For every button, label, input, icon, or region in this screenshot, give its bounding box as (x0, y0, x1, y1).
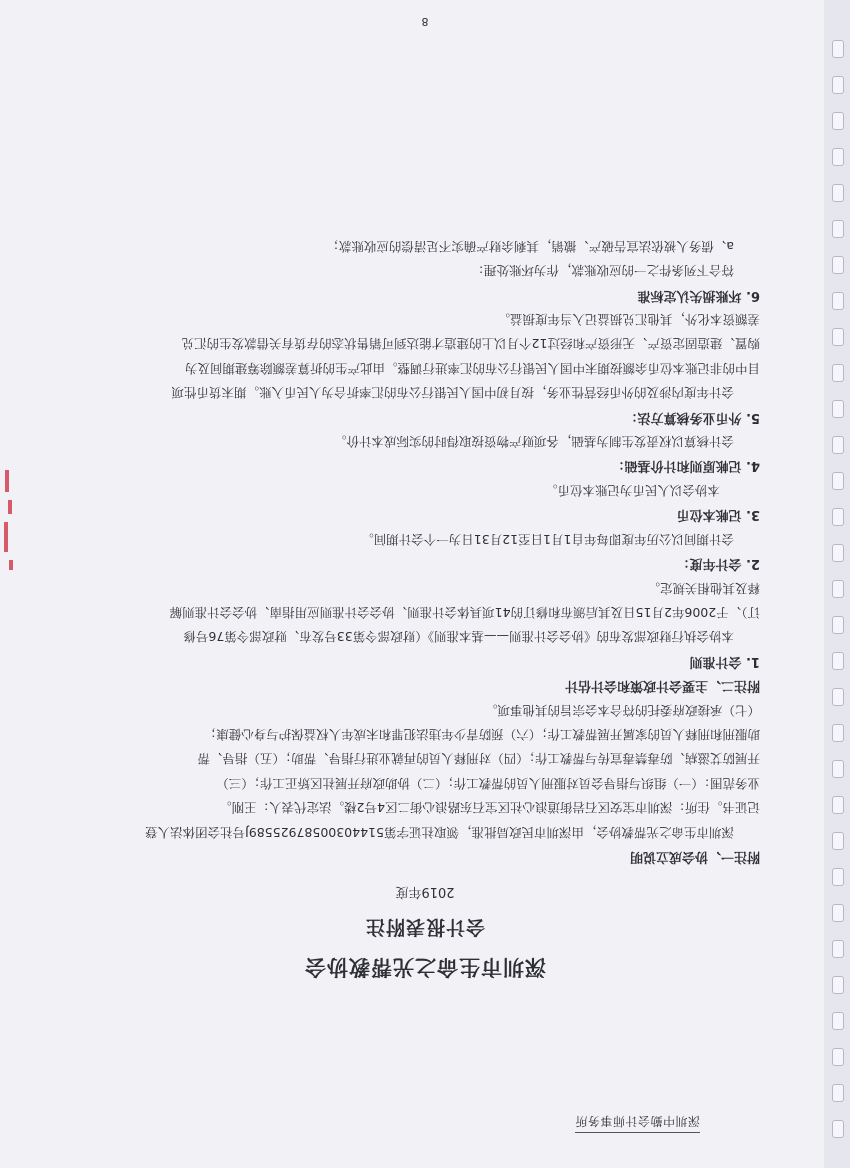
body-line: 会计核算以权责发生制为基础，各项财产物资按取得时的实际成本计价。 (333, 434, 734, 450)
binding-tab (832, 364, 844, 382)
document-title: 深圳市生命之光帮教协会 (304, 955, 546, 979)
binding-tab (832, 1084, 844, 1102)
body-line: 开展防艾滋病、防毒禁毒宣传与帮教工作；（四）对刑释人员的再就业进行指导、帮助；（五）指导、帮 (197, 751, 760, 767)
body-line: 符合下列条件之一的应收账款，作为坏账处理： (471, 263, 734, 279)
binding-tab (832, 904, 844, 922)
accounting-firm-footer: 深圳中勤会计师事务所 (575, 1113, 700, 1133)
binding-tab (832, 328, 844, 346)
binding-tab (832, 616, 844, 634)
body-line: 购置、建造固定资产、无形资产和经过12个月以上的建造才能达到可销售状态的存货有关借款发生的汇兑 (181, 336, 760, 352)
section-heading: 5. 外币业务核算方法： (624, 409, 760, 425)
section-heading: 3. 记帐本位币 (676, 507, 760, 523)
binding-tab (832, 1048, 844, 1066)
binding-tab (832, 292, 844, 310)
binding-tab (832, 400, 844, 418)
section-heading: 2. 会计年度： (676, 556, 760, 572)
binding-tab (832, 472, 844, 490)
binding-tab (832, 40, 844, 58)
body-line: 业务范围：（一）组织与指导会员对服刑人员的帮教工作；（二）协助政府开展社区矫正工作；（三） (216, 775, 760, 791)
binding-tab (832, 148, 844, 166)
binding-tab (832, 112, 844, 130)
binding-tab (832, 976, 844, 994)
binding-tab (832, 76, 844, 94)
body-line: 本协会以人民币为记账本位币。 (544, 482, 720, 498)
binding-tab (832, 832, 844, 850)
binding-tab (832, 580, 844, 598)
body-line: 记证书。住所：深圳市宝安区石岩街道浪心社区宝石东路浪心街二区4号2楼。法定代表人：王刚。 (219, 800, 760, 816)
notes-body (45, 233, 760, 868)
binding-tab (832, 688, 844, 706)
body-line: 本协会执行财政部发布的《协会会计准则——基本准则》（财政部令第33号发布、财政部令第76号修 (183, 629, 734, 645)
body-line: 释及其他相关规定。 (647, 580, 760, 596)
binding-tab (832, 184, 844, 202)
binding-tab (832, 724, 844, 742)
section-heading: 附注二、主要会计政策和会计估计 (564, 678, 760, 694)
body-line: 目中的非记账本位币余额按期末中国人民银行公布的汇率进行调整。由此产生的折算差额除筹建期间及为 (184, 360, 760, 376)
binding-tab (832, 1120, 844, 1138)
body-line: 深圳市生命之光帮教协会，由深圳市民政局批准，领取社证字第5144030058792558​9J号社会团体法人登 (145, 824, 734, 840)
body-line: 会计期间以公历年度即每年自1月1日至12月31日为一个会计期间。 (361, 531, 734, 547)
binding-tab (832, 1012, 844, 1030)
body-line: 订）、于2006年2月15日及其后颁布和修订的41项具体会计准则、协会会计准则应用指南、协会会计准则解 (169, 604, 760, 620)
body-line: 差额资本化外，其他汇兑损益记入当年度损益。 (497, 312, 760, 328)
binding-tab (832, 760, 844, 778)
binding-tab (832, 796, 844, 814)
binding-tab (832, 436, 844, 454)
binding-edge (824, 0, 850, 1168)
fiscal-year: 2019年度 (395, 884, 455, 899)
document-subtitle: 会计报表附注 (365, 916, 486, 938)
binding-tab (832, 256, 844, 274)
body-line: （七）承接政府委托的符合本会宗旨的其他事项。 (484, 702, 760, 718)
section-heading: 1. 会计准则 (689, 653, 760, 669)
binding-tab (832, 544, 844, 562)
page-number: 8 (421, 15, 429, 28)
section-heading: 4. 记帐原则和计价基础： (611, 458, 760, 474)
binding-tab (832, 220, 844, 238)
binding-tab (832, 868, 844, 886)
section-heading: 附注一、协会成立说明 (629, 849, 760, 864)
section-heading: 6. 坏账损失认定标准 (637, 287, 760, 303)
body-line: a、债务人被依法宣告破产、撤销，其剩余财产确实不足清偿的应收账款； (326, 238, 734, 254)
body-line: 会计年度内涉及的外币经营性业务，按月初中国人民银行公布的汇率折合为人民币入账。期末货币性项 (171, 385, 734, 401)
binding-tab (832, 652, 844, 670)
binding-tab (832, 940, 844, 958)
body-line: 助服刑和刑释人员的家属开展帮教工作；（六）预防青少年违法犯罪和未成年人权益保护与身心健康； (203, 726, 760, 742)
binding-tab (832, 508, 844, 526)
red-stamp-marks (0, 0, 20, 1168)
